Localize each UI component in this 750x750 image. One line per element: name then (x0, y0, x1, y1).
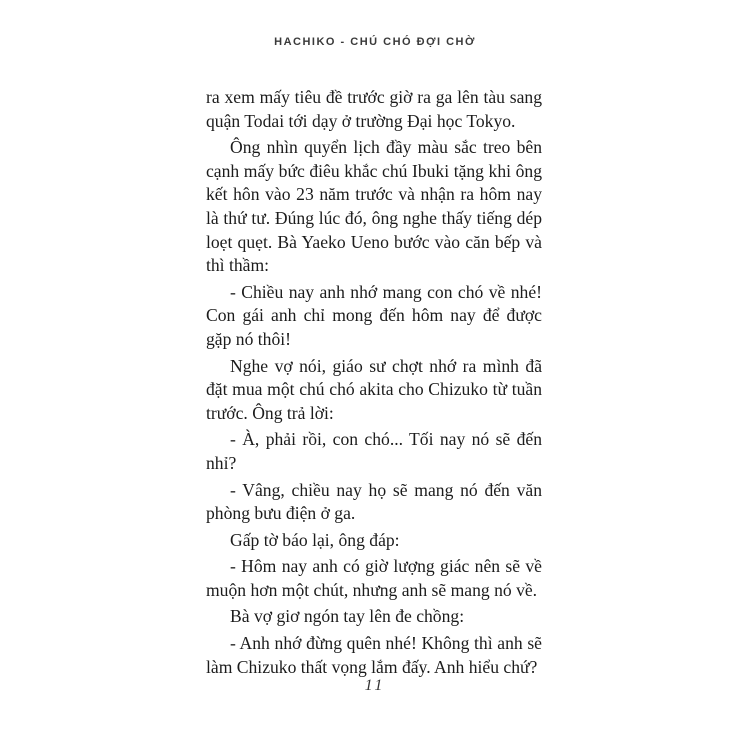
dialog-line: - À, phải rồi, con chó... Tối nay nó sẽ đến nhỉ? (206, 429, 542, 473)
page-number: 11 (364, 677, 386, 694)
page-body (206, 86, 542, 682)
dialog-line: - Vâng, chiều nay họ sẽ mang nó đến văn phòng bưu điện ở ga. (206, 479, 542, 524)
dialog-line: - Chiều nay anh nhớ mang con chó về nhé! Con gái anh chỉ mong đến hôm nay để được gặp nó thôi! (206, 281, 542, 349)
paragraph: Bà vợ giơ ngón tay lên đe chồng: (230, 606, 465, 627)
running-header: HACHIKO - CHÚ CHÓ ĐỢI CHỜ (274, 36, 476, 48)
paragraph: Ông nhìn quyển lịch đầy màu sắc treo bên cạnh mấy bức điêu khắc chú Ibuki tặng khi ông kết hôn vào 23 năm trước và nhận ra hôm nay là thứ tư. Đúng lúc đó, ông nghe thấy tiếng dép loẹt quẹt. Bà Yaeko Ueno bước vào căn bếp và thì thầm: (206, 137, 542, 276)
paragraph: Gấp tờ báo lại, ông đáp: (230, 529, 400, 550)
paragraph: ra xem mấy tiêu đề trước giờ ra ga lên tàu sang quận Todai tới dạy ở trường Đại học Tokyo. (206, 87, 542, 131)
paragraph: Nghe vợ nói, giáo sư chợt nhớ ra mình đã đặt mua một chú chó akita cho Chizuko từ tuần trước. Ông trả lời: (206, 355, 542, 423)
dialog-line: - Anh nhớ đừng quên nhé! Không thì anh sẽ làm Chizuko thất vọng lắm đấy. Anh hiểu chứ? (206, 633, 542, 677)
dialog-line: - Hôm nay anh có giờ lượng giác nên sẽ về muộn hơn một chút, nhưng anh sẽ mang nó về. (206, 556, 542, 600)
